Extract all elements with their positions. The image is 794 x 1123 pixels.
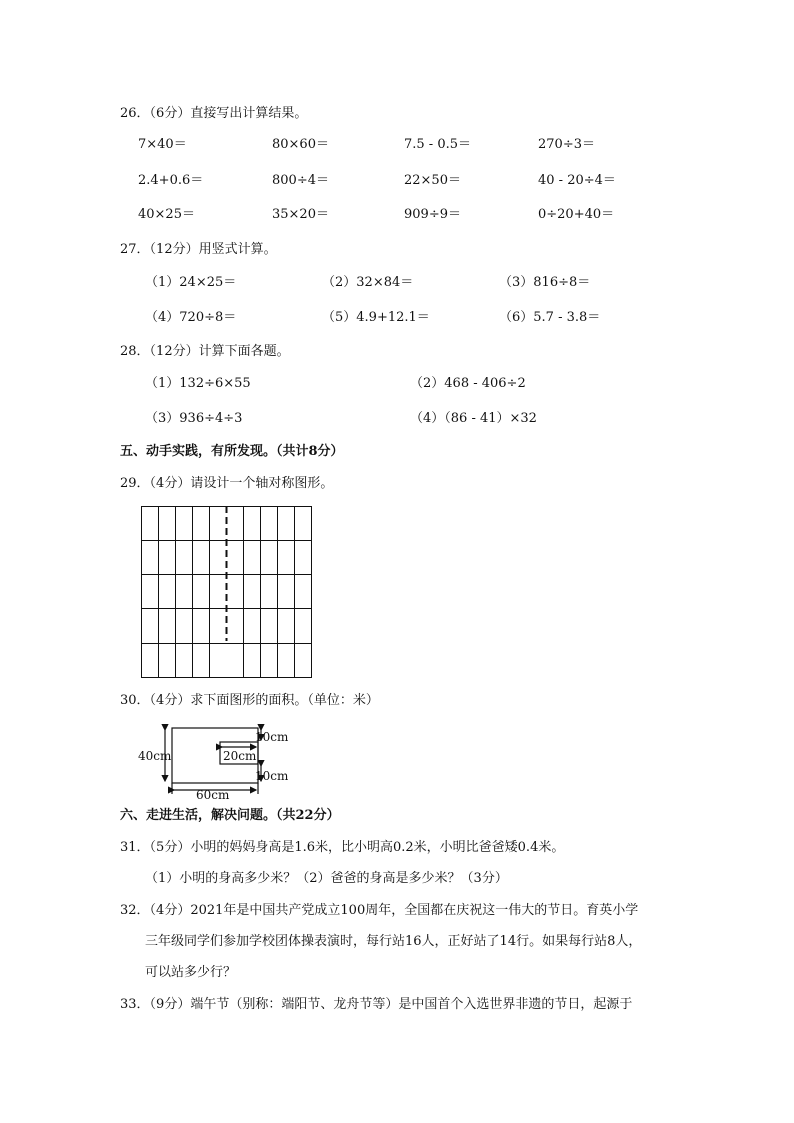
q26-item: 22×50＝	[404, 173, 461, 188]
section-heading-5: 五、动手实践，有所发现。（共计8分）	[120, 444, 344, 459]
q31-line: （1）小明的身高多少米？（2）爸爸的身高是多少米？（3分）	[145, 871, 508, 886]
q27-header: 27．（12分）用竖式计算。	[120, 242, 277, 257]
bottom-gap-label: 10cm	[255, 769, 288, 783]
top-gap-label: 10cm	[255, 730, 288, 744]
area-figure	[138, 720, 288, 804]
section-heading-6: 六、走进生活，解决问题。（共22分）	[120, 808, 340, 823]
q27-item: （3）816÷8＝	[499, 275, 591, 290]
q29-header: 29．（4分）请设计一个轴对称图形。	[120, 476, 334, 491]
q27-item: （1）24×25＝	[145, 275, 237, 290]
q27-item: （5）4.9+12.1＝	[322, 310, 430, 325]
q26-item: 800÷4＝	[272, 173, 329, 188]
q26-item: 909÷9＝	[404, 207, 461, 222]
q26-item: 2.4+0.6＝	[138, 173, 204, 188]
height-label: 40cm	[138, 749, 172, 763]
q26-item: 270÷3＝	[538, 137, 595, 152]
q28-item: （3）936÷4÷3	[145, 411, 243, 426]
q26-item: 7×40＝	[138, 137, 187, 152]
inner-label: 20cm	[223, 749, 257, 763]
q27-item: （6）5.7 - 3.8＝	[499, 310, 601, 325]
q26-item: 40×25＝	[138, 207, 195, 222]
q26-item: 0÷20+40＝	[538, 207, 615, 222]
symmetry-grid	[141, 506, 313, 683]
q27-item: （4）720÷8＝	[145, 310, 237, 325]
q31-line: 31．（5分）小明的妈妈身高是1.6米，比小明高0.2米，小明比爸爸矮0.4米。	[120, 840, 565, 855]
q32-line: 三年级同学们参加学校团体操表演时，每行站16人，正好站了14行。如果每行站8人，	[145, 934, 642, 949]
q27-item: （2）32×84＝	[322, 275, 414, 290]
q28-item: （1）132÷6×55	[145, 376, 251, 391]
q28-header: 28．（12分）计算下面各题。	[120, 344, 290, 359]
q33-line: 33．（9分）端午节（别称：端阳节、龙舟节等）是中国首个入选世界非遗的节日，起源于	[120, 997, 633, 1012]
q26-item: 35×20＝	[272, 207, 329, 222]
q28-item: （2）468 - 406÷2	[410, 376, 526, 391]
q32-line: 可以站多少行？	[145, 965, 237, 980]
q26-item: 80×60＝	[272, 137, 329, 152]
q28-item: （4）（86 - 41）×32	[410, 411, 537, 426]
q26-item: 7.5 - 0.5＝	[404, 137, 472, 152]
q26-item: 40 - 20÷4＝	[538, 173, 616, 188]
q32-line: 32．（4分）2021年是中国共产党成立100周年，全国都在庆祝这一伟大的节日。育英小学	[120, 903, 639, 918]
q26-header: 26．（6分）直接写出计算结果。	[120, 106, 308, 121]
q30-header: 30．（4分）求下面图形的面积。（单位：米）	[120, 693, 379, 708]
width-label: 60cm	[196, 788, 230, 800]
